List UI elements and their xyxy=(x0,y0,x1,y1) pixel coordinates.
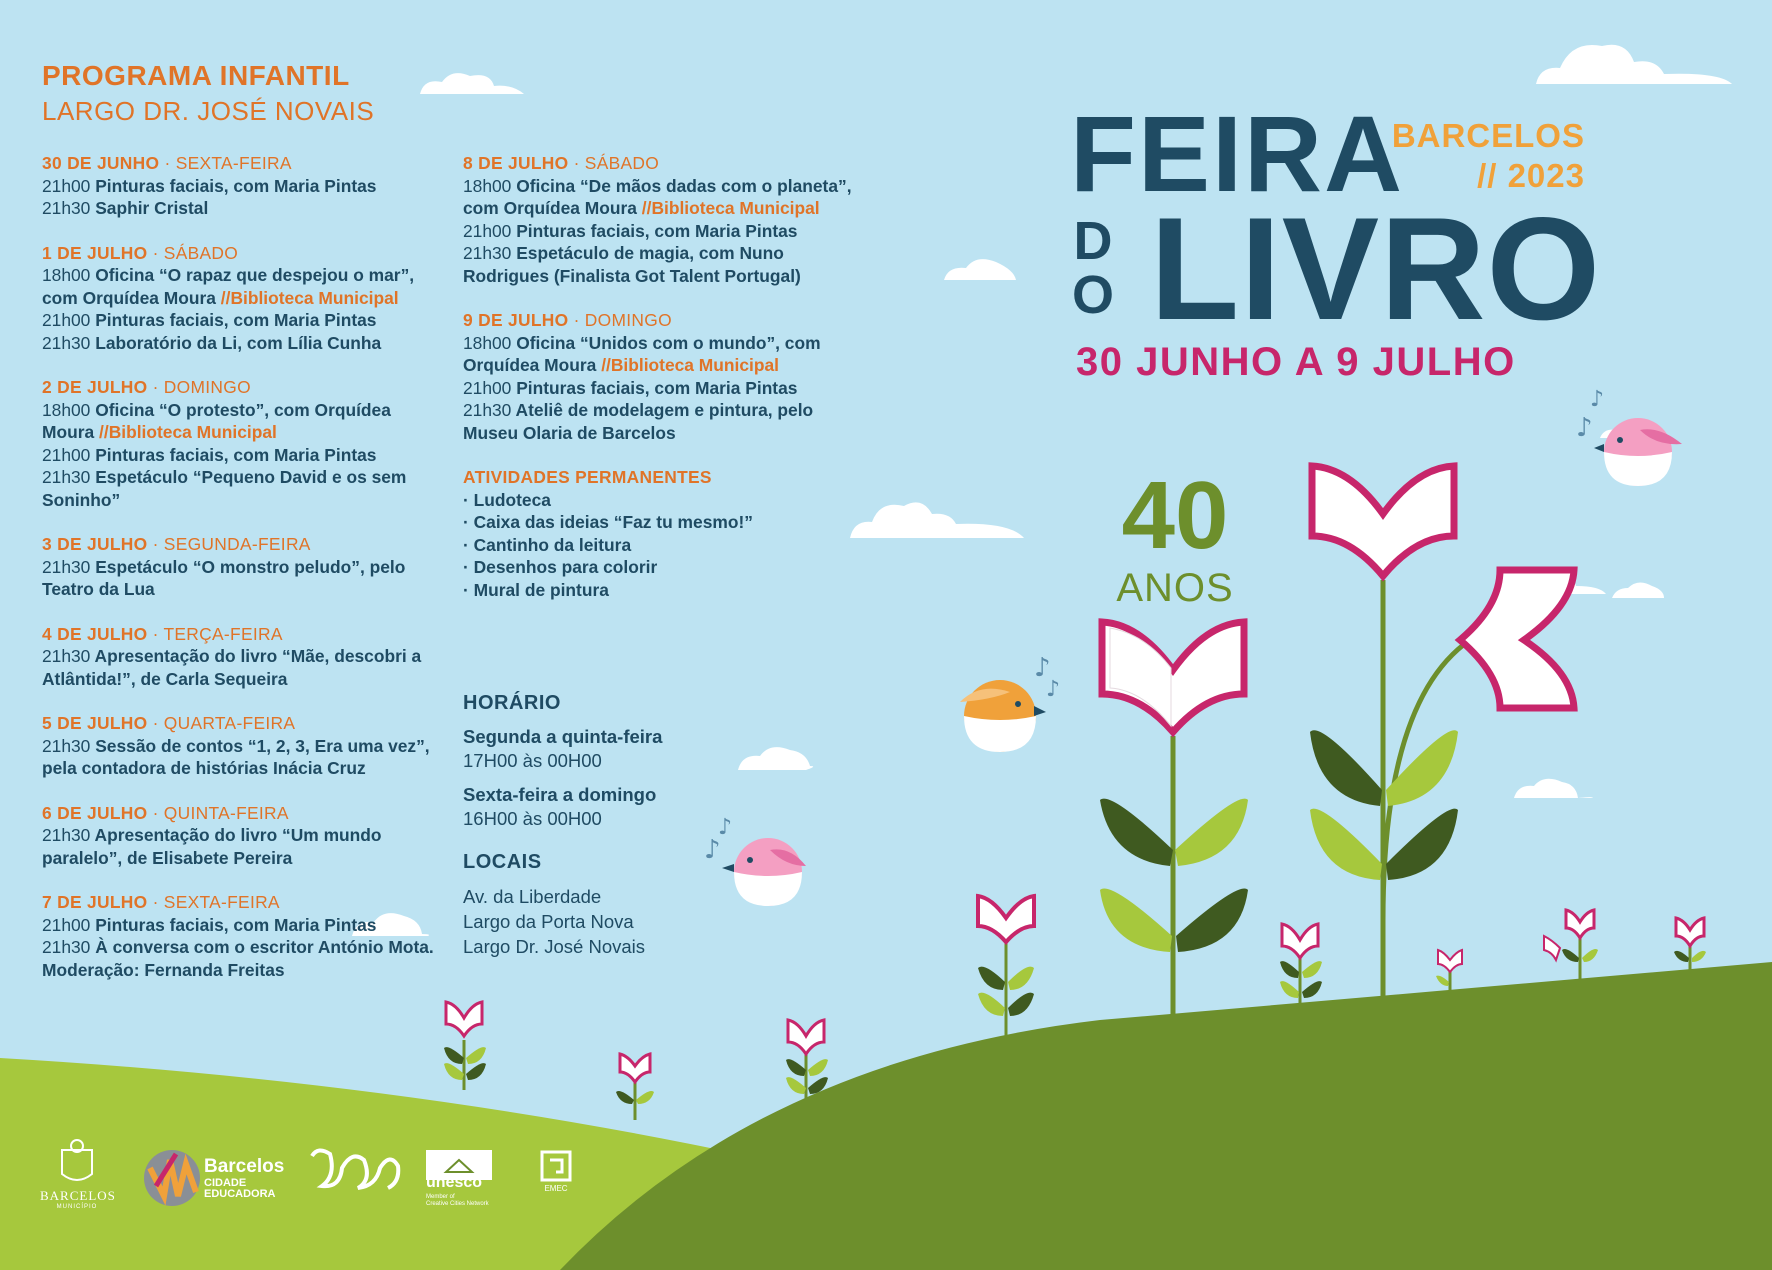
music-note-icon: ♪ xyxy=(1034,653,1051,683)
cidade-logo-name: Barcelos xyxy=(204,1156,285,1177)
event-time: 21h30 xyxy=(42,735,91,756)
schedule-day: 5 DE JULHO · QUARTA-FEIRA 21h30 Sessão de contos “1, 2, 3, Era uma vez”, pela contadora de histórias Inácia Cruz xyxy=(42,712,442,780)
event-time: 21h00 xyxy=(42,175,91,196)
event-time: 18h00 xyxy=(42,399,91,420)
cidade-logo-sub1: CIDADE xyxy=(204,1177,247,1189)
title-do-letter: D xyxy=(1073,211,1113,271)
day-weekday: QUINTA-FEIRA xyxy=(163,802,289,823)
event-time: 21h30 xyxy=(463,400,512,420)
event-time: 21h30 xyxy=(42,937,91,957)
day-weekday: SEXTA-FEIRA xyxy=(163,892,280,912)
event-time: 21h00 xyxy=(463,220,512,241)
event xyxy=(42,824,442,869)
event xyxy=(42,444,442,467)
music-note-icon: ♪ xyxy=(1576,413,1593,443)
event xyxy=(463,377,863,400)
day-date: 3 DE JULHO xyxy=(42,534,148,554)
weekend-hours: 16H00 às 00H00 xyxy=(463,808,602,829)
schedule-column-1 xyxy=(42,152,442,1003)
event-time: 21h30 xyxy=(42,825,91,845)
event-library-tag: //Biblioteca Municipal xyxy=(99,422,277,442)
event-library-tag: //Biblioteca Municipal xyxy=(601,355,779,375)
event-time: 18h00 xyxy=(463,332,512,353)
event-text: Pinturas faciais, com Maria Pintas xyxy=(511,377,798,398)
anniversary-number: 40 xyxy=(1121,462,1229,569)
permanent-activities xyxy=(463,466,863,601)
cidade-educadora-icon xyxy=(144,1150,200,1206)
event-text: Espetáculo “O monstro peludo”, pelo Teatro da Lua xyxy=(42,556,406,599)
event-time: 21h00 xyxy=(42,444,91,465)
unesco-logo-sub2: Creative Cities Network xyxy=(426,1201,489,1207)
event xyxy=(42,175,442,198)
day-date: 7 DE JULHO xyxy=(42,892,148,912)
permanent-item: · Mural de pintura xyxy=(463,579,609,600)
schedule-day: 30 DE JUNHO · SEXTA-FEIRA 21h00 Pinturas faciais, com Maria Pintas 21h30 Saphir Cristal xyxy=(42,152,442,220)
event-text: Pinturas faciais, com Maria Pintas xyxy=(95,914,377,935)
music-note-icon: ♪ xyxy=(718,815,733,840)
event xyxy=(463,242,863,287)
event-text: Pinturas faciais, com Maria Pintas xyxy=(516,220,798,241)
event-time: 21h30 xyxy=(42,198,91,218)
event-library-tag: //Biblioteca Municipal xyxy=(220,287,399,308)
schedule-day: 4 DE JULHO · TERÇA-FEIRA 21h30 Apresentação do livro “Mãe, descobri a Atlântida!”, de Carla Sequeira xyxy=(42,623,442,691)
event xyxy=(42,399,442,444)
day-weekday: QUARTA-FEIRA xyxy=(163,713,296,733)
event-time: 21h30 xyxy=(42,646,91,666)
event xyxy=(42,936,442,981)
event-text: Saphir Cristal xyxy=(95,198,209,218)
location-item: Largo Dr. José Novais xyxy=(463,936,646,957)
festival-dates: 30 JUNHO A 9 JULHO xyxy=(1076,340,1516,384)
permanent-item: · Cantinho da leitura xyxy=(463,534,632,555)
city-year xyxy=(1330,116,1585,196)
location-item: Av. da Liberdade xyxy=(463,886,602,907)
event xyxy=(42,645,442,690)
title-feira: FEIRA xyxy=(1070,93,1404,214)
permanent-item: · Ludoteca xyxy=(463,489,551,510)
municipio-logo-text: BARCELOS xyxy=(40,1188,116,1203)
event xyxy=(42,466,442,511)
weekend-label: Sexta-feira a domingo xyxy=(463,784,657,805)
event xyxy=(42,309,442,332)
anniversary-word: ANOS xyxy=(1116,566,1234,610)
location-item: Largo da Porta Nova xyxy=(463,911,634,932)
event xyxy=(463,332,863,377)
schedule-day: 1 DE JULHO · SÁBADO 18h00 Oficina “O rapaz que despejou o mar”, com Orquídea Moura //Biblioteca Municipal 21h00 Pinturas faciais, com Maria Pintas 21h30 Laboratório da Li, com Lília Cunha xyxy=(42,242,442,355)
weekdays-label: Segunda a quinta-feira xyxy=(463,726,663,747)
schedule-title: HORÁRIO xyxy=(463,692,561,714)
event-text: Pinturas faciais, com Maria Pintas xyxy=(95,310,377,330)
permanent-item: · Desenhos para colorir xyxy=(463,557,658,577)
day-date: 4 DE JULHO xyxy=(42,623,148,644)
event-text: À conversa com o escritor António Mota. Moderação: Fernanda Freitas xyxy=(42,937,434,980)
event xyxy=(463,399,863,444)
title-do xyxy=(1070,211,1116,325)
event-text: Espetáculo de magia, com Nuno Rodrigues (Finalista Got Talent Portugal) xyxy=(463,243,801,286)
event-time: 21h30 xyxy=(42,332,91,353)
schedule-day: 9 DE JULHO · DOMINGO 18h00 Oficina “Unidos com o mundo”, com Orquídea Moura //Biblioteca Municipal 21h00 Pinturas faciais, com Maria Pintas 21h30 Ateliê de modelagem e pintura, pelo Museu Olaria de Barcelos xyxy=(463,309,863,444)
day-weekday: SEXTA-FEIRA xyxy=(175,153,292,173)
emec-logo-text: EMEC xyxy=(544,1184,568,1193)
event-text: Oficina “Unidos com o mundo”, com Orquídea Moura xyxy=(463,332,821,375)
schedule-day: 3 DE JULHO · SEGUNDA-FEIRA 21h30 Espetáculo “O monstro peludo”, pelo Teatro da Lua xyxy=(42,533,442,601)
event-time: 18h00 xyxy=(42,265,91,285)
locations-title: LOCAIS xyxy=(463,851,542,873)
cidade-logo-sub2: EDUCADORA xyxy=(204,1188,276,1200)
schedule-day: 7 DE JULHO · SEXTA-FEIRA 21h00 Pinturas faciais, com Maria Pintas 21h30 À conversa com o escritor António Mota. Moderação: Fernanda Freitas xyxy=(42,891,442,981)
event xyxy=(42,197,442,220)
event-text: Oficina “O protesto”, com Orquídea Moura xyxy=(42,399,391,442)
city-name: BARCELOS xyxy=(1391,117,1585,154)
day-weekday: DOMINGO xyxy=(584,310,672,330)
day-weekday: TERÇA-FEIRA xyxy=(163,623,283,644)
event-text: Ateliê de modelagem e pintura, pelo Museu Olaria de Barcelos xyxy=(463,400,814,443)
event xyxy=(42,332,442,355)
event-text: Apresentação do livro “Um mundo paralelo”, de Elisabete Pereira xyxy=(42,825,382,868)
weekdays-hours: 17H00 às 00H00 xyxy=(463,750,602,771)
event-text: Espetáculo “Pequeno David e os sem Soninho” xyxy=(42,467,407,510)
schedule-day: 8 DE JULHO · SÁBADO 18h00 Oficina “De mãos dadas com o planeta”, com Orquídea Moura //Biblioteca Municipal 21h00 Pinturas faciais, com Maria Pintas 21h30 Espetáculo de magia, com Nuno Rodrigues (Finalista Got Talent Portugal) xyxy=(463,152,863,287)
event-text: Sessão de contos “1, 2, 3, Era uma vez”, pela contadora de histórias Inácia Cruz xyxy=(42,735,430,778)
event xyxy=(42,556,442,601)
event-text: Pinturas faciais, com Maria Pintas xyxy=(95,175,377,196)
event-library-tag: //Biblioteca Municipal xyxy=(641,198,820,218)
event-text: Oficina “O rapaz que despejou o mar”, com Orquídea Moura xyxy=(42,265,415,308)
day-weekday: SÁBADO xyxy=(584,153,660,173)
day-date: 2 DE JULHO xyxy=(42,377,148,397)
event-text: Oficina “De mãos dadas com o planeta”, com Orquídea Moura xyxy=(463,175,852,218)
event-time: 21h30 xyxy=(42,556,91,577)
municipio-logo-sub: MUNICÍPIO xyxy=(56,1204,98,1210)
event-text: Apresentação do livro “Mãe, descobri a Atlântida!”, de Carla Sequeira xyxy=(42,646,422,689)
day-weekday: DOMINGO xyxy=(163,377,251,397)
day-date: 8 DE JULHO xyxy=(463,153,569,173)
schedule-day: 6 DE JULHO · QUINTA-FEIRA 21h30 Apresentação do livro “Um mundo paralelo”, de Elisabete Pereira xyxy=(42,802,442,870)
unesco-logo-sub1: Member of xyxy=(426,1194,455,1200)
title-do-letter: O xyxy=(1071,265,1114,325)
permanent-title: ATIVIDADES PERMANENTES xyxy=(463,467,712,487)
day-weekday: SÁBADO xyxy=(163,242,239,263)
schedule-day: 2 DE JULHO · DOMINGO 18h00 Oficina “O protesto”, com Orquídea Moura //Biblioteca Municipal 21h00 Pinturas faciais, com Maria Pintas 21h30 Espetáculo “Pequeno David e os sem Soninho” xyxy=(42,376,442,511)
schedule-column-2 xyxy=(463,152,863,623)
music-note-icon: ♪ xyxy=(1590,387,1605,412)
event xyxy=(42,264,442,309)
music-note-icon: ♪ xyxy=(704,835,721,865)
day-weekday: SEGUNDA-FEIRA xyxy=(163,534,311,554)
event-time: 21h30 xyxy=(42,467,91,487)
info-block xyxy=(463,692,843,959)
event-text: Pinturas faciais, com Maria Pintas xyxy=(95,444,377,465)
music-note-icon: ♪ xyxy=(1046,677,1061,702)
event-text: Laboratório da Li, com Lília Cunha xyxy=(95,332,382,353)
event-time: 21h00 xyxy=(42,914,91,935)
day-date: 6 DE JULHO xyxy=(42,802,148,823)
program-location: LARGO DR. JOSÉ NOVAIS xyxy=(42,96,375,126)
program-title: PROGRAMA INFANTIL xyxy=(42,60,350,91)
event xyxy=(42,914,442,937)
event xyxy=(463,220,863,243)
unesco-logo-text: unesco xyxy=(426,1174,483,1191)
event xyxy=(463,175,863,220)
event-time: 21h30 xyxy=(463,243,512,263)
event-time: 21h00 xyxy=(42,310,91,330)
permanent-item: · Caixa das ideias “Faz tu mesmo!” xyxy=(463,512,753,532)
event xyxy=(42,735,442,780)
title-livro: LIVRO xyxy=(1150,187,1602,350)
day-date: 5 DE JULHO xyxy=(42,713,148,733)
festival-year: // 2023 xyxy=(1477,157,1585,194)
day-date: 30 DE JUNHO xyxy=(42,153,160,173)
small-flower xyxy=(1280,924,1322,1006)
event-time: 18h00 xyxy=(463,175,512,196)
day-date: 9 DE JULHO xyxy=(463,310,569,330)
day-date: 1 DE JULHO xyxy=(42,242,148,263)
event-time: 21h00 xyxy=(463,377,512,398)
